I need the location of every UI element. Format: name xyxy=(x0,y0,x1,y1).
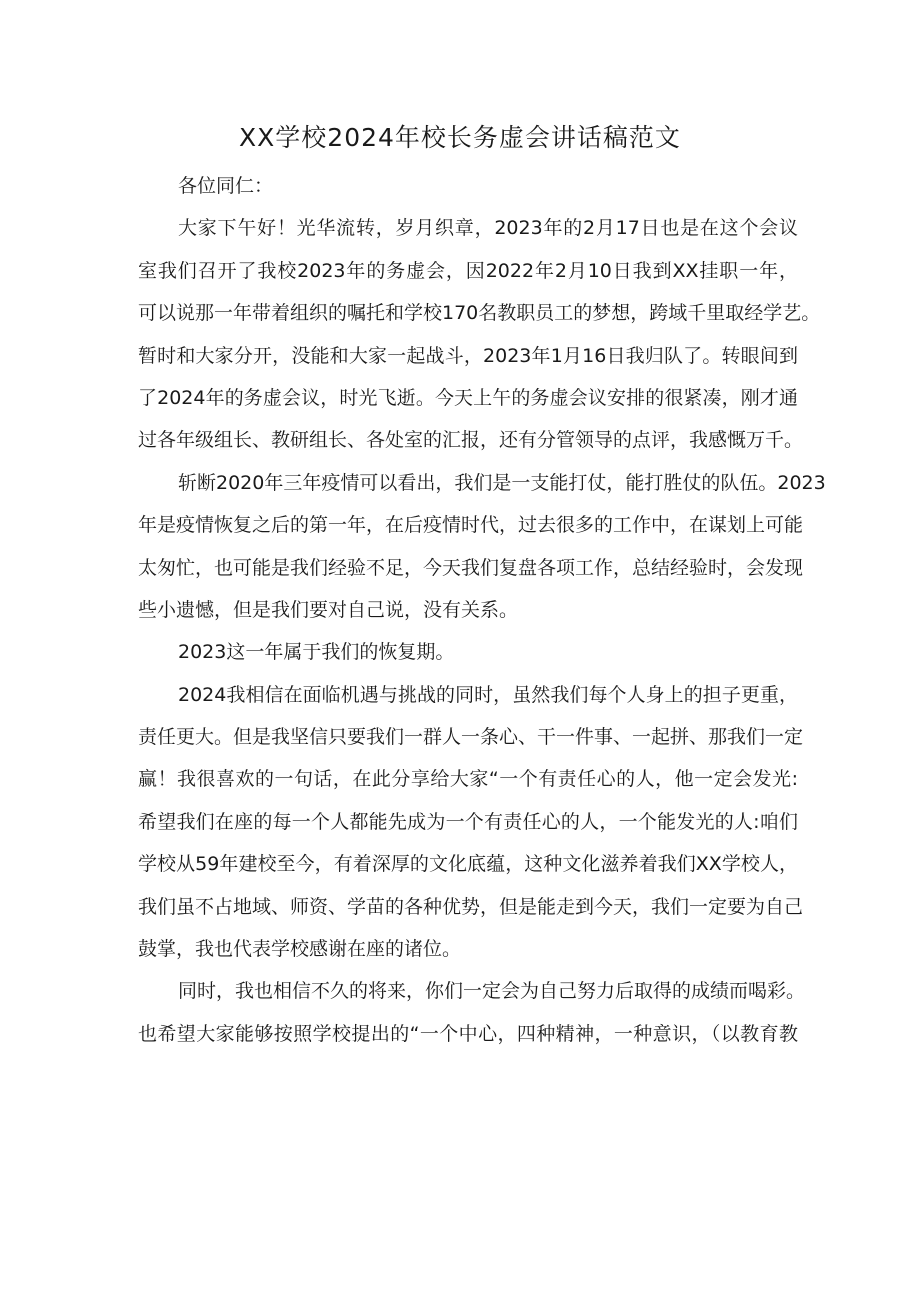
text-line: 些小遗憾，但是我们要对自己说，没有关系。 xyxy=(138,598,519,621)
text-line: 赢！我很喜欢的一句话，在此分享给大家“一个有责任心的人，他一定会发光: xyxy=(138,768,798,791)
text-line: 年是疫情恢复之后的第一年，在后疫情时代，过去很多的工作中，在谋划上可能 xyxy=(138,514,804,537)
document-title: XX学校2024年校长务虚会讲话稿范文 xyxy=(239,123,681,152)
text-line: 学校从59年建校至今，有着深厚的文化底蕴，这种文化滋养着我们XX学校人， xyxy=(138,853,798,876)
text-line: 了2024年的务虚会议，时光飞逝。今天上午的务虚会议安排的很紧凑，刚才通 xyxy=(138,386,798,409)
text-line: 大家下午好！光华流转，岁月织章，2023年的2月17日也是在这个会议 xyxy=(178,217,798,240)
paragraph-recovery xyxy=(138,631,798,673)
text-line: 可以说那一年带着组织的嘱托和学校170名教职员工的梦想，跨域千里取经学艺。 xyxy=(138,302,821,325)
paragraph-future xyxy=(138,970,806,1055)
paragraph-2024 xyxy=(138,674,804,971)
document-body xyxy=(138,165,826,1055)
text-line: 我们虽不占地域、师资、学苗的各种优势，但是能走到今天，我们一定要为自己 xyxy=(138,895,804,918)
text-line: 过各年级组长、教研组长、各处室的汇报，还有分管领导的点评，我感慨万千。 xyxy=(138,429,804,452)
text-line: 室我们召开了我校2023年的务虚会，因2022年2月10日我到XX挂职一年， xyxy=(138,259,798,282)
text-line: 鼓掌，我也代表学校感谢在座的诸位。 xyxy=(138,938,462,961)
text-line: 也希望大家能够按照学校提出的“一个中心，四种精神，一种意识，（以教育教 xyxy=(138,1022,798,1045)
paragraph-greeting xyxy=(138,165,798,207)
text-line: 斩断2020年三年疫情可以看出，我们是一支能打仗，能打胜仗的队伍。2023 xyxy=(178,471,826,494)
text-line: 2024我相信在面临机遇与挑战的同时，虽然我们每个人身上的担子更重， xyxy=(178,683,798,706)
text-line: 希望我们在座的每一个人都能先成为一个有责任心的人，一个能发光的人:咱们 xyxy=(138,810,798,833)
text-line: 太匆忙，也可能是我们经验不足，今天我们复盘各项工作，总结经验时，会发现 xyxy=(138,556,804,579)
text-line: 同时，我也相信不久的将来，你们一定会为自己努力后取得的成绩而喝彩。 xyxy=(178,980,806,1003)
text-line: 责任更大。但是我坚信只要我们一群人一条心、干一件事、一起拼、那我们一定 xyxy=(138,726,804,749)
text-line: 暂时和大家分开，没能和大家一起战斗，2023年1月16日我归队了。转眼间到 xyxy=(138,344,798,367)
text-line: 各位同仁： xyxy=(178,175,274,197)
text-line: 2023这一年属于我们的恢复期。 xyxy=(178,641,455,664)
paragraph-pandemic xyxy=(138,462,826,632)
paragraph-opening xyxy=(138,207,821,461)
